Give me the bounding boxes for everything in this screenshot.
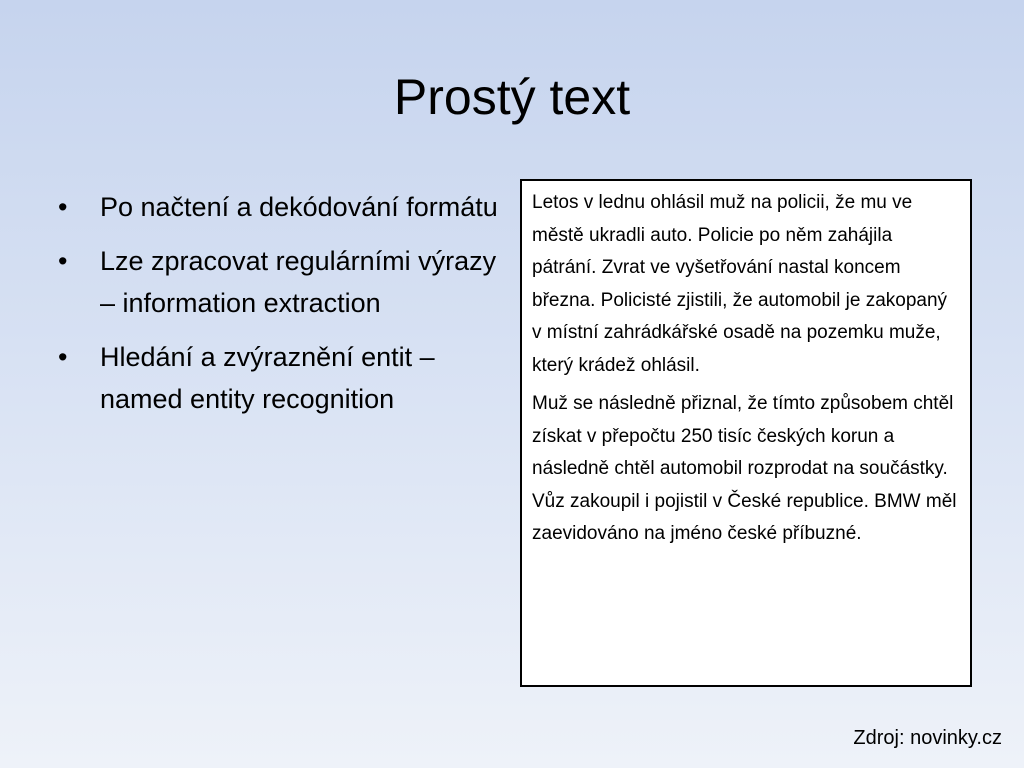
- bullet-text: Hledání a zvýraznění entit – named entity recognition: [100, 342, 435, 414]
- bullet-item: [58, 186, 498, 228]
- bullet-dot-icon: •: [58, 342, 68, 372]
- slide-title: Prostý text: [393, 69, 631, 125]
- bullet-dot-icon: •: [58, 246, 68, 276]
- article-paragraph-1: Letos v lednu ohlásil muž na policii, že mu ve městě ukradli auto. Policie po něm zahájila pátrání. Zvrat ve vyšetřování nastal koncem března. Policisté zjistili, že automobil je zakopaný v místní zahrádkářské osadě na pozemku muže, který krádež ohlásil.: [532, 192, 948, 376]
- bullet-item: [58, 240, 498, 324]
- source-credit: Zdroj: novinky.cz: [853, 727, 1002, 749]
- bullet-text: Lze zpracovat regulárními výrazy – information extraction: [100, 246, 497, 318]
- article-paragraph-2: Muž se následně přiznal, že tímto způsobem chtěl získat v přepočtu 250 tisíc českých korun a následně chtěl automobil rozprodat na součástky. Vůz zakoupil i pojistil v České republice. BMW měl zaevidováno na jméno české příbuzné.: [532, 393, 957, 544]
- bullet-item: [58, 336, 498, 420]
- bullet-dot-icon: •: [58, 192, 68, 222]
- bullet-list: [58, 186, 498, 432]
- article-text-box: [520, 179, 972, 687]
- bullet-text: Po načtení a dekódování formátu: [100, 192, 498, 222]
